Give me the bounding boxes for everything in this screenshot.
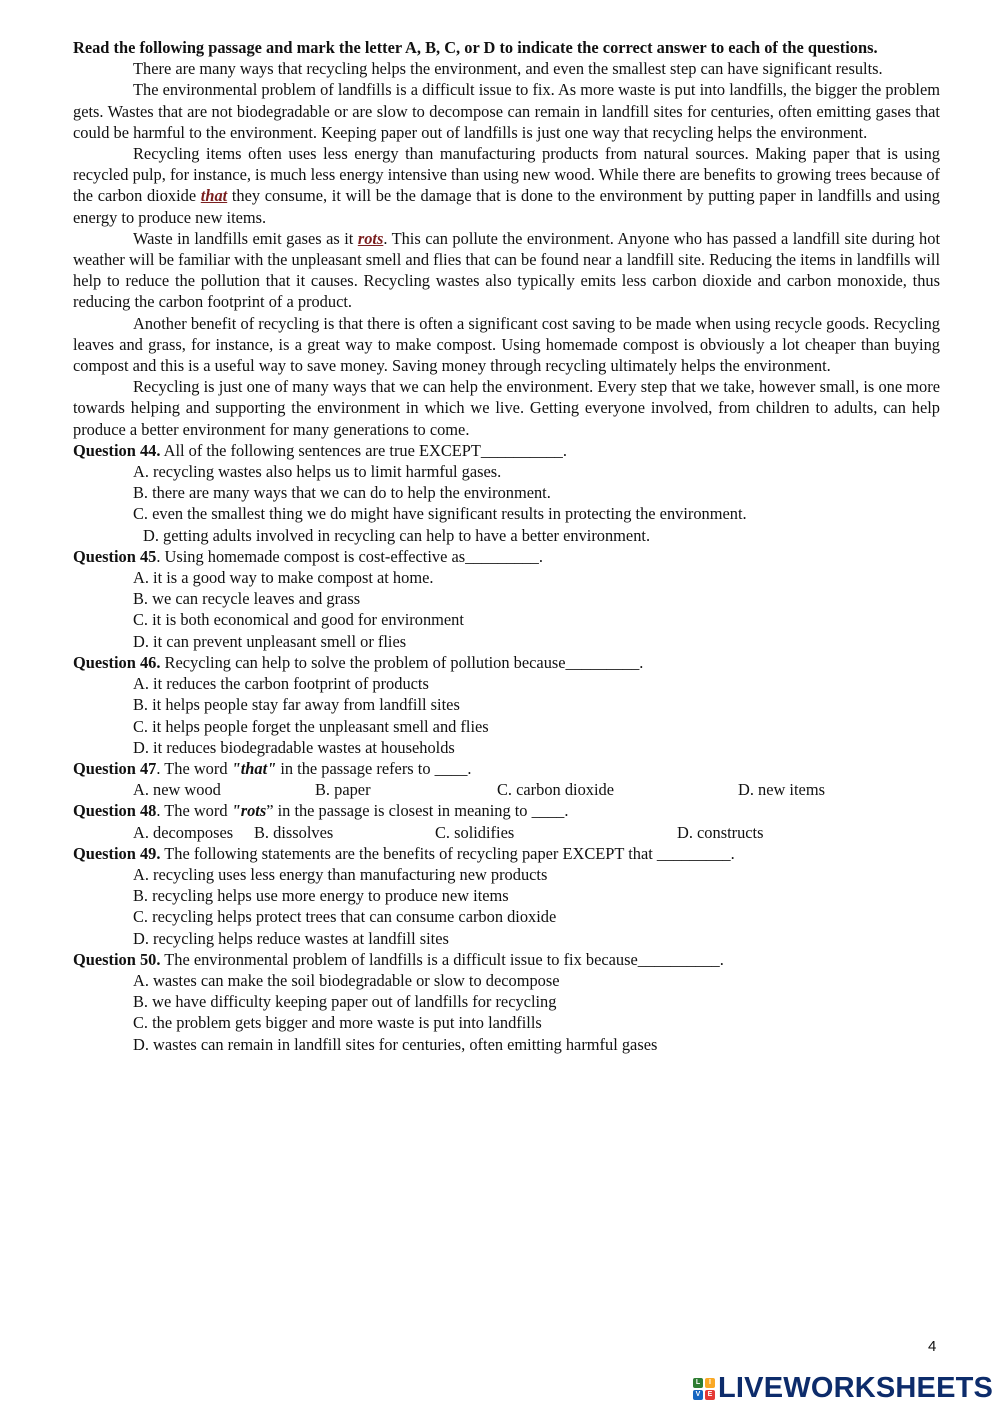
- options-row: [73, 822, 940, 843]
- question-label: Question 50.: [73, 949, 161, 969]
- paragraph-text: Waste in landfills emit gases as it: [133, 228, 358, 248]
- paragraph-text: Recycling items often uses less energy than manufacturing products from natural sources. Making paper that is using recycled pulp, for instance, is much less energy intensive than using new wood. While there are benefits to growing trees because of the carbon dioxide: [73, 144, 940, 206]
- question-stem: . Using homemade compost is cost-effective as_________.: [156, 546, 543, 566]
- option-b[interactable]: B. recycling helps use more energy to produce new items: [133, 886, 509, 906]
- question-label: Question 48: [73, 801, 157, 821]
- worksheet-page: [73, 37, 940, 1055]
- question-label: Question 44.: [73, 440, 161, 460]
- options-row: [73, 779, 940, 800]
- passage-paragraph-2: The environmental problem of landfills is a difficult issue to fix. As more waste is put into landfills, the bigger the problem gets. Wastes that are not biodegradable or are slow to decompose can remain in landfill sites for centuries, often emitting gases that could be harmful to the environment. Keeping paper out of landfills is just one way that recycling helps the environment.: [73, 80, 940, 142]
- passage-paragraph-6: Recycling is just one of many ways that we can help the environment. Every step that we take, however small, is one more towards helping and supporting the environment in which we live. Getting everyone involved, from children to adults, can help produce a better environment for many generations to come.: [73, 377, 940, 439]
- paragraph-text: they consume, it will be the damage that is done to the environment by putting paper in landfills and using energy to produce new items.: [73, 186, 941, 227]
- highlighted-word-rots: rots: [357, 228, 384, 248]
- option-d[interactable]: D. wastes can remain in landfill sites for centuries, often emitting harmful gases: [133, 1034, 658, 1054]
- option-a[interactable]: A. it is a good way to make compost at home.: [133, 568, 434, 588]
- option-d[interactable]: D. new items: [738, 780, 825, 800]
- passage-paragraph-3: [73, 143, 940, 228]
- question-label: Question 49.: [73, 843, 161, 863]
- question-stem: . The word: [156, 801, 232, 821]
- question-stem: All of the following sentences are true EXCEPT__________.: [160, 440, 567, 460]
- brand-name: LIVEWORKSHEETS: [718, 1372, 994, 1405]
- option-d[interactable]: D. getting adults involved in recycling can help to have a better environment.: [143, 525, 651, 545]
- question-stem: ” in the passage is closest in meaning to ____.: [266, 801, 569, 821]
- question-stem: The environmental problem of landfills is a difficult issue to fix because__________.: [160, 949, 724, 969]
- question-stem: The following statements are the benefits of recycling paper EXCEPT that _________.: [160, 843, 735, 863]
- question-47: [73, 758, 940, 779]
- question-46: [73, 652, 940, 673]
- question-45: [73, 546, 940, 567]
- paragraph-text: . This can pollute the environment. Anyone who has passed a landfill site during hot weather will be familiar with the unpleasant smell and flies that can be found near a landfill site. Reducing the items in landfills will help to reduce the pollution that it causes. Recycling wastes also typically emits less carbon dioxide and carbon monoxide, thus reducing the carbon footprint of a product.: [73, 228, 940, 312]
- question-stem: Recycling can help to solve the problem of pollution because_________.: [160, 652, 644, 672]
- question-50: [73, 949, 940, 970]
- liveworksheets-logo[interactable]: [693, 1372, 993, 1406]
- question-label: Question 47: [73, 758, 157, 778]
- option-b[interactable]: B. it helps people stay far away from landfill sites: [133, 695, 460, 715]
- option-d[interactable]: D. it can prevent unpleasant smell or flies: [133, 631, 407, 651]
- option-b[interactable]: B. we can recycle leaves and grass: [133, 589, 361, 609]
- question-stem: in the passage refers to ____.: [276, 758, 472, 778]
- option-b[interactable]: B. we have difficulty keeping paper out of landfills for recycling: [133, 992, 557, 1012]
- option-a[interactable]: A. wastes can make the soil biodegradable or slow to decompose: [133, 970, 560, 990]
- question-48: [73, 800, 940, 821]
- option-c[interactable]: C. it is both economical and good for environment: [133, 610, 464, 630]
- passage-paragraph-5: Another benefit of recycling is that there is often a significant cost saving to be made when using recycle goods. Recycling leaves and grass, for instance, is a great way to make compost. Using homemade compost is obviously a lot cheaper than buying compost and this is a useful way to save money. Saving money through recycling ultimately helps the environment.: [73, 313, 940, 376]
- logo-grid-icon: [693, 1378, 715, 1400]
- option-a[interactable]: A. decomposes: [133, 822, 234, 842]
- question-label: Question 45: [73, 546, 157, 566]
- option-c[interactable]: C. solidifies: [435, 822, 515, 842]
- option-c[interactable]: C. carbon dioxide: [497, 780, 614, 800]
- option-a[interactable]: A. recycling wastes also helps us to limit harmful gases.: [133, 462, 502, 482]
- option-a[interactable]: A. it reduces the carbon footprint of products: [133, 674, 429, 694]
- question-44: [73, 440, 940, 461]
- logo-cell: E: [705, 1390, 715, 1400]
- quoted-word: "that": [231, 758, 277, 778]
- question-stem: . The word: [156, 758, 232, 778]
- option-c[interactable]: C. even the smallest thing we do might have significant results in protecting the environment.: [133, 504, 747, 524]
- option-d[interactable]: D. it reduces biodegradable wastes at households: [133, 737, 455, 757]
- option-c[interactable]: C. the problem gets bigger and more waste is put into landfills: [133, 1013, 542, 1033]
- option-d[interactable]: D. recycling helps reduce wastes at landfill sites: [133, 928, 449, 948]
- question-label: Question 46.: [73, 652, 161, 672]
- option-c[interactable]: C. recycling helps protect trees that can consume carbon dioxide: [133, 907, 557, 927]
- logo-cell: L: [693, 1378, 703, 1388]
- passage-paragraph-4: [73, 228, 940, 313]
- instructions: Read the following passage and mark the letter A, B, C, or D to indicate the correct answer to each of the questions.: [73, 38, 878, 57]
- option-d[interactable]: D. constructs: [677, 822, 764, 842]
- option-b[interactable]: B. dissolves: [254, 822, 334, 842]
- option-a[interactable]: A. recycling uses less energy than manufacturing new products: [133, 864, 548, 884]
- page-number: 4: [928, 1338, 937, 1355]
- question-49: [73, 843, 940, 864]
- highlighted-word-that: that: [200, 186, 228, 206]
- option-b[interactable]: B. there are many ways that we can do to help the environment.: [133, 483, 551, 503]
- option-b[interactable]: B. paper: [315, 780, 371, 800]
- logo-cell: I: [705, 1378, 715, 1388]
- logo-cell: V: [693, 1390, 703, 1400]
- quoted-word: "rots: [231, 801, 267, 821]
- passage-paragraph-1: There are many ways that recycling helps the environment, and even the smallest step can have significant results.: [133, 59, 883, 79]
- option-c[interactable]: C. it helps people forget the unpleasant smell and flies: [133, 716, 489, 736]
- option-a[interactable]: A. new wood: [133, 780, 221, 800]
